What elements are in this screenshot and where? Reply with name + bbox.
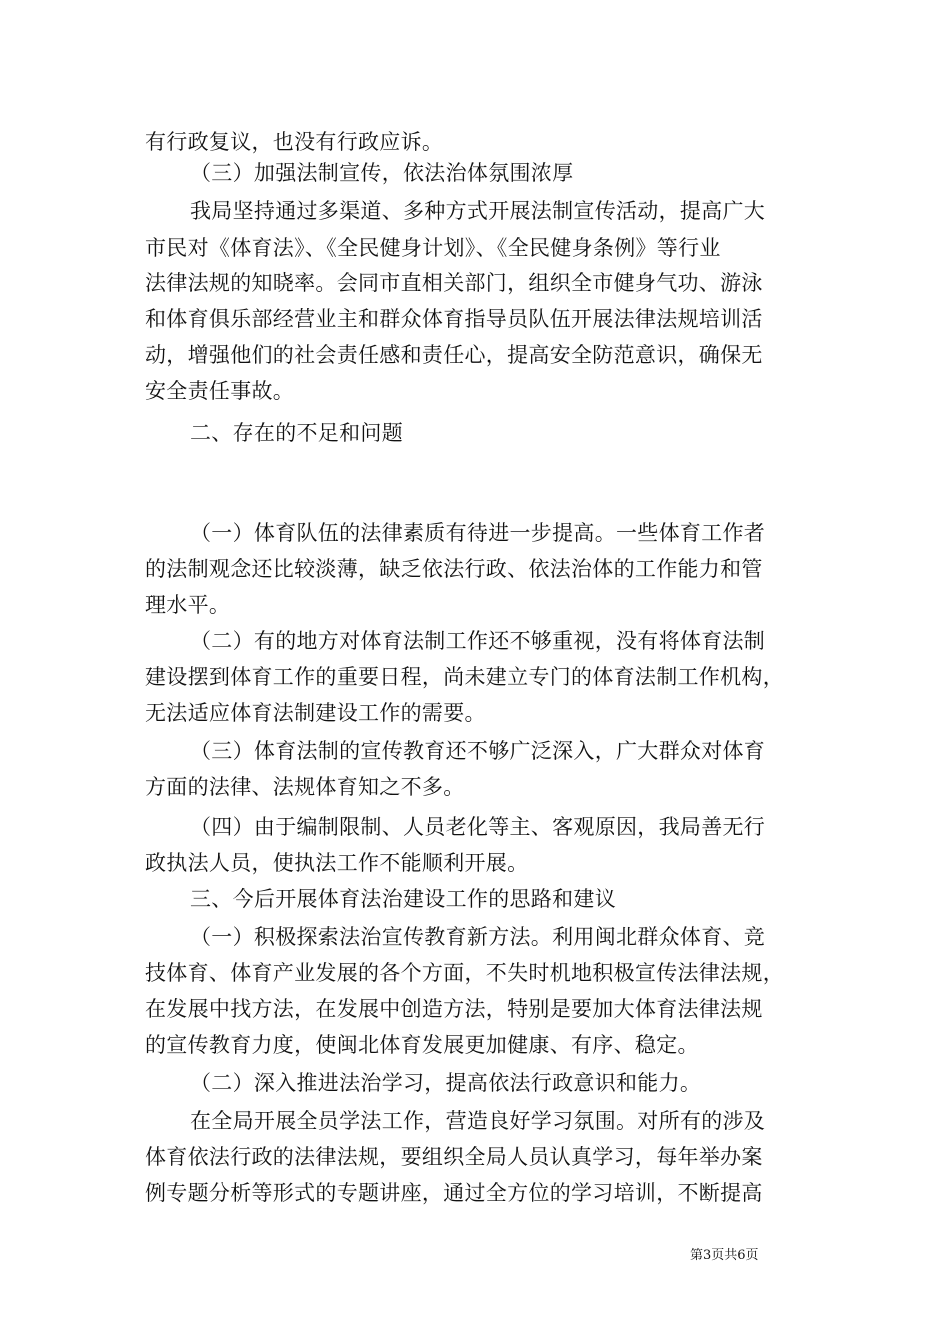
text-line: 动，增强他们的社会责任感和责任心，提高安全防范意识，确保无	[145, 343, 763, 367]
text-line: 和体育俱乐部经营业主和群众体育指导员队伍开展法律法规培训活	[145, 307, 763, 331]
text-line: 有行政复议，也没有行政应诉。	[145, 130, 444, 154]
text-line: 市民对《体育法》、《全民健身计划》、《全民健身条例》等行业	[145, 236, 721, 260]
text-line: （四）由于编制限制、人员老化等主、客观原因，我局善无行	[190, 815, 766, 839]
text-line: 我局坚持通过多渠道、多种方式开展法制宣传活动，提高广大	[190, 199, 766, 223]
text-line: 的宣传教育力度，使闽北体育发展更加健康、有序、稳定。	[145, 1033, 699, 1057]
text-line: 体育依法行政的法律法规，要组织全局人员认真学习，每年举办案	[145, 1145, 763, 1169]
page-number: 第3页共6页	[690, 1248, 759, 1263]
text-line: 理水平。	[145, 593, 231, 617]
text-line: （二）有的地方对体育法制工作还不够重视，没有将体育法制	[190, 629, 766, 653]
section-heading: 三、今后开展体育法治建设工作的思路和建议	[190, 887, 616, 911]
text-line: 的法制观念还比较淡薄，缺乏依法行政、依法治体的工作能力和管	[145, 557, 763, 581]
text-line: 在发展中找方法，在发展中创造方法，特别是要加大体育法律法规	[145, 997, 763, 1021]
text-line: （一）积极探索法治宣传教育新方法。利用闽北群众体育、竞	[190, 925, 766, 949]
text-line: 建设摆到体育工作的重要日程，尚未建立专门的体育法制工作机构，	[145, 665, 784, 689]
text-line: 无法适应体育法制建设工作的需要。	[145, 701, 486, 725]
text-line: （三）体育法制的宣传教育还不够广泛深入，广大群众对体育	[190, 739, 766, 763]
text-line: 例专题分析等形式的专题讲座，通过全方位的学习培训，不断提高	[145, 1181, 763, 1205]
text-line: 技体育、体育产业发展的各个方面，不失时机地积极宣传法律法规，	[145, 961, 784, 985]
text-line: 方面的法律、法规体育知之不多。	[145, 775, 465, 799]
text-line: 法律法规的知晓率。会同市直相关部门，组织全市健身气功、游泳	[145, 271, 763, 295]
text-line: （一）体育队伍的法律素质有待进一步提高。一些体育工作者	[190, 521, 766, 545]
section-heading: 二、存在的不足和问题	[190, 421, 403, 445]
text-line: 政执法人员，使执法工作不能顺利开展。	[145, 851, 529, 875]
text-line: 安全责任事故。	[145, 379, 295, 403]
section-heading: （二）深入推进法治学习，提高依法行政意识和能力。	[190, 1071, 702, 1095]
section-heading: （三）加强法制宣传，依法治体氛围浓厚	[190, 161, 574, 185]
text-line: 在全局开展全员学法工作，营造良好学习氛围。对所有的涉及	[190, 1109, 766, 1133]
